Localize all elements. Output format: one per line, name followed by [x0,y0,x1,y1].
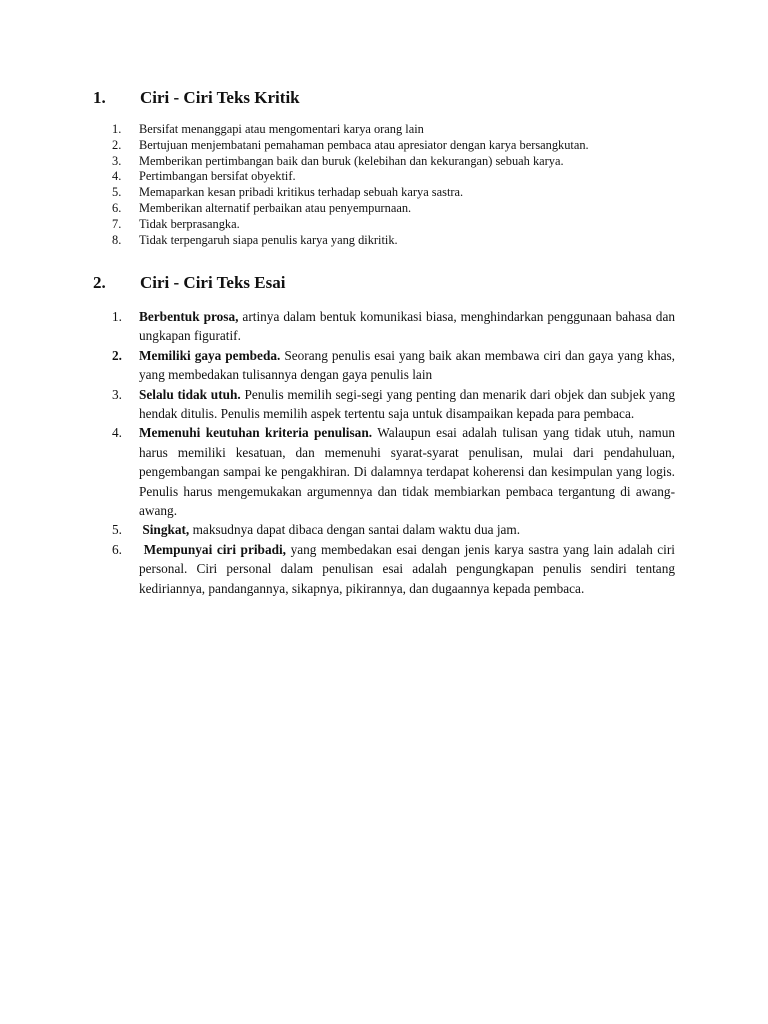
item-text: Bertujuan menjembatani pemahaman pembaca atau apresiator dengan karya bersangkutan. [139,137,589,152]
item-number: 6. [112,200,122,215]
item-text: Memberikan alternatif perbaikan atau penyempurnaan. [139,200,412,215]
item-body [139,423,675,520]
item-text: Bersifat menanggapi atau mengomentari karya orang lain [139,122,424,136]
item-number: 4. [112,425,122,441]
list-item [112,233,589,249]
item-term: Berbentuk prosa, [139,309,239,324]
item-number: 1. [112,122,122,136]
item-term: Memiliki gaya pembeda. [139,347,281,363]
item-text: Seorang penulis esai yang baik akan membawa ciri dan gaya yang khas, yang membedakan tulisannya dengan gaya penulis lain [139,347,675,383]
item-body [139,540,675,598]
item-number: 4. [112,169,122,184]
list-item [112,122,589,138]
item-number: 2. [112,137,122,152]
item-text: Tidak berprasangka. [139,216,240,231]
item-term: Selalu tidak utuh. [139,386,241,402]
list-item [112,217,589,233]
section-heading-kritik [93,88,300,108]
item-number: 8. [112,232,122,247]
item-number: 5. [112,185,122,200]
item-body [139,346,675,385]
item-number: 3. [112,386,122,402]
esai-list [112,307,675,598]
item-text: Tidak terpengaruh siapa penulis karya yang dikritik. [139,232,398,247]
item-text: Pertimbangan bersifat obyektif. [139,169,296,184]
list-item [112,185,589,201]
section-title: Ciri - Ciri Teks Kritik [140,88,300,107]
list-item [112,154,589,170]
item-number: 7. [112,216,122,231]
item-body [139,307,675,346]
list-item [112,138,589,154]
item-text: Penulis memilih segi-segi yang penting dan menarik dari objek dan subjek yang hendak ditulis. Penulis memilih aspek tertentu saja untuk disampaikan kepada para pembaca. [139,386,675,422]
item-text: yang membedakan esai dengan jenis karya sastra yang lain adalah ciri personal. Ciri personal dalam penulisan esai adalah pengungkapan penulis sendiri tentang kediriannya, pandangannya, sikapnya, pikirannya, dan dugaannya kepada pembaca. [139,541,675,596]
item-text: artinya dalam bentuk komunikasi biasa, menghindarkan penggunaan bahasa dan ungkapan figuratif. [139,309,675,344]
item-body [139,520,675,539]
item-body [139,385,675,424]
item-number: 2. [112,347,122,363]
item-term: Mempunyai ciri pribadi, [143,541,287,557]
item-text: Walaupun esai adalah tulisan yang tidak utuh, namun harus memiliki kesatuan, dan memenuhi syarat-syarat penulisan, mulai dari pendahuluan, pengembangan sampai ke pengakhiran. Di dalamnya terdapat koherensi dan kesimpulan yang logis. Penulis harus mengemukakan argumennya dan tidak membiarkan pembaca tergantung di awang-awang. [139,425,675,519]
list-item [112,307,675,346]
item-number: 1. [112,309,122,324]
item-number: 6. [112,541,122,557]
list-item [112,520,675,539]
item-text: Memaparkan kesan pribadi kritikus terhadap sebuah karya sastra. [139,185,464,200]
item-number: 5. [112,522,122,538]
item-term: Memenuhi keutuhan kriteria penulisan. [139,425,373,441]
list-item [112,201,589,217]
list-item [112,169,589,185]
item-term: Singkat, [142,522,190,538]
list-item [112,385,675,424]
item-text: Memberikan pertimbangan baik dan buruk (kelebihan dan kekurangan) sebuah karya. [139,153,564,168]
list-item [112,423,675,520]
section-title: Ciri - Ciri Teks Esai [140,273,286,292]
item-number: 3. [112,153,122,168]
section-number: 2. [93,273,106,292]
section-number: 1. [93,88,106,107]
kritik-list [112,122,589,248]
list-item [112,540,675,598]
list-item [112,346,675,385]
section-heading-esai [93,273,285,293]
item-text: maksudnya dapat dibaca dengan santai dalam waktu dua jam. [189,522,521,538]
